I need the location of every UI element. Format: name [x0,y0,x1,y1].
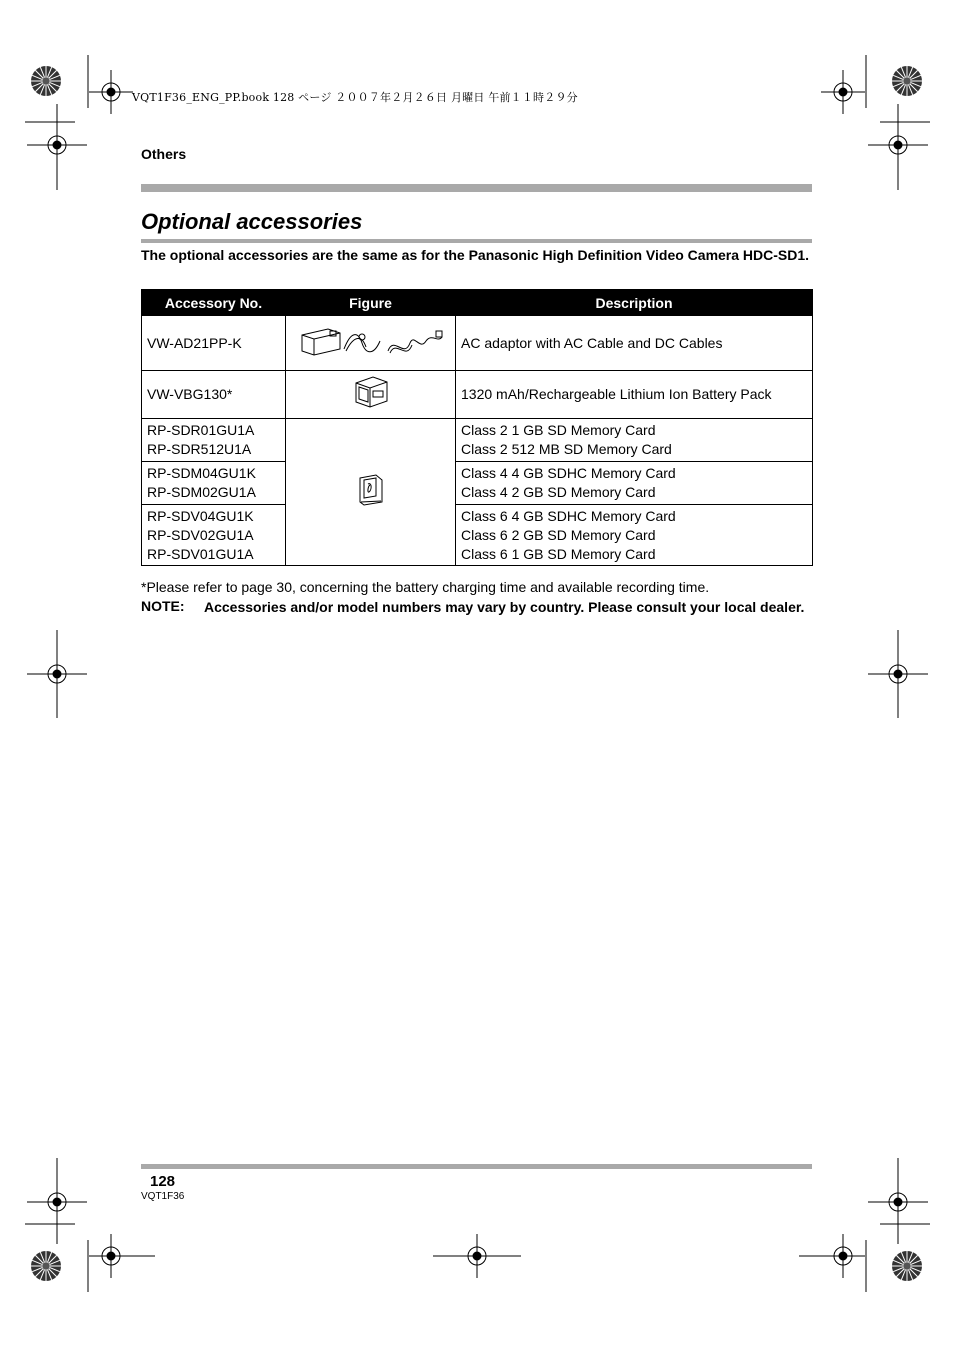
accessories-table [141,289,813,566]
figure-cell [286,419,456,566]
column-header-accessory: Accessory No. [142,290,286,316]
model-code: VQT1F36 [141,1191,185,1202]
footer-rule [141,1164,812,1169]
ac-adaptor-icon [296,321,446,361]
figure-cell [286,371,456,419]
figure-cell [286,316,456,371]
accessory-number: RP-SDR01GU1A [147,422,255,438]
accessory-cell [142,505,286,566]
section-label: Others [141,146,187,162]
accessory-number: VW-VBG130* [147,386,233,402]
print-header: VQT1F36_ENG_PP.book 128 ページ ２００７年２月２６日 月曜日 午前１１時２９分 [132,91,578,104]
page-title: Optional accessories [141,209,363,234]
description-text: Class 4 2 GB SD Memory Card [461,484,656,500]
table-row [142,462,813,505]
description-text: AC adaptor with AC Cable and DC Cables [461,334,723,351]
description-cell [456,505,813,566]
table-row [142,505,813,566]
column-header-figure: Figure [286,290,456,316]
battery-footnote: *Please refer to page 30, concerning the battery charging time and available recording time. [141,579,710,595]
accessory-number: VW-AD21PP-K [147,334,242,351]
description-cell [456,419,813,462]
description-text: Class 6 1 GB SD Memory Card [461,545,656,562]
accessory-number: RP-SDV01GU1A [147,545,254,562]
accessory-cell [142,462,286,505]
accessory-number: RP-SDV02GU1A [147,526,254,543]
page-number: 128 [150,1173,176,1190]
table-row [142,371,813,419]
description-cell [456,371,813,419]
description-cell [456,462,813,505]
column-header-description: Description [456,290,813,316]
accessory-cell [142,419,286,462]
accessory-number: RP-SDR512U1A [147,441,252,457]
accessory-cell [142,316,286,371]
description-text: Class 4 4 GB SDHC Memory Card [461,465,676,481]
accessory-cell [142,371,286,419]
title-rule [141,239,812,243]
intro-text: The optional accessories are the same as for the Panasonic High Definition Video Camera HDC-SD1. [141,247,810,263]
accessory-number: RP-SDM02GU1A [147,484,256,500]
accessory-number: RP-SDV04GU1K [147,507,254,524]
sd-card-icon [356,472,386,508]
description-text: Class 2 512 MB SD Memory Card [461,441,672,457]
header-rule [141,184,812,192]
description-cell [456,316,813,371]
description-text: Class 6 2 GB SD Memory Card [461,526,656,543]
description-text: 1320 mAh/Rechargeable Lithium Ion Battery Pack [461,386,772,402]
description-text: Class 2 1 GB SD Memory Card [461,422,656,438]
note-text: Accessories and/or model numbers may vary by country. Please consult your local dealer. [204,599,805,615]
accessory-number: RP-SDM04GU1K [147,465,256,481]
table-row [142,316,813,371]
note-label: NOTE: [141,598,185,614]
battery-pack-icon [351,373,391,411]
description-text: Class 6 4 GB SDHC Memory Card [461,507,676,524]
table-header-row [142,290,813,316]
table-row [142,419,813,462]
